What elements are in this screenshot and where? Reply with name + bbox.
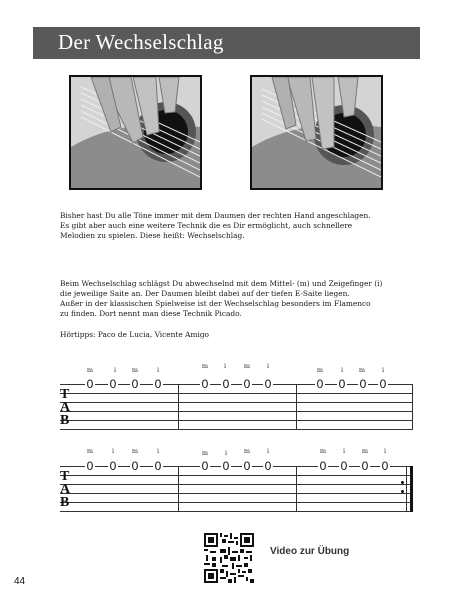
listening-tip: Hörtipps: Paco de Lucia, Vicente Amigo xyxy=(60,330,209,339)
tab-note: 0 xyxy=(131,377,139,391)
end-bar-thick xyxy=(410,466,413,512)
tab-note: 0 xyxy=(243,377,251,391)
finger-label: m xyxy=(358,366,366,374)
bar-line xyxy=(412,384,413,430)
text-line: Es gibt aber auch eine weitere Technik die es Dir ermöglicht, auch schnellere xyxy=(60,221,353,230)
title-banner xyxy=(33,27,420,59)
end-bar-thin xyxy=(406,466,407,512)
page-number: 44 xyxy=(14,576,26,587)
intro-paragraph xyxy=(60,211,371,241)
finger-label: m xyxy=(361,447,369,455)
finger-label: m xyxy=(86,447,94,455)
text-line: Melodien zu spielen. Diese heißt: Wechselschlag. xyxy=(60,231,245,240)
video-label[interactable]: Video zur Übung xyxy=(270,546,350,557)
finger-label: i xyxy=(113,366,117,374)
finger-label: i xyxy=(111,447,115,455)
finger-label: i xyxy=(381,366,385,374)
bar-line xyxy=(178,384,179,430)
finger-label: i xyxy=(266,447,270,455)
tab-letter: T xyxy=(60,469,70,484)
bar-line xyxy=(296,384,297,430)
string-line xyxy=(60,484,413,485)
string-line xyxy=(60,493,413,494)
string-line xyxy=(60,429,413,430)
tab-note: 0 xyxy=(361,459,369,473)
tab-note: 0 xyxy=(201,459,209,473)
finger-label: i xyxy=(340,366,344,374)
tab-letter: A xyxy=(60,400,71,415)
text-line: zu finden. Dort nennt man diese Technik Picado. xyxy=(60,309,242,318)
tab-note: 0 xyxy=(243,459,251,473)
qr-code-icon[interactable] xyxy=(204,533,254,583)
tab-note: 0 xyxy=(109,377,117,391)
tab-letter: B xyxy=(60,413,70,428)
string-line xyxy=(60,502,413,503)
photo-hand-right xyxy=(250,75,383,190)
string-line xyxy=(60,411,413,412)
tab-letter: B xyxy=(60,495,70,510)
bar-line xyxy=(178,466,179,512)
tab-note: 0 xyxy=(201,377,209,391)
tab-note: 0 xyxy=(381,459,389,473)
finger-label: m xyxy=(319,447,327,455)
finger-label: i xyxy=(224,449,228,457)
string-line xyxy=(60,475,413,476)
text-line: Beim Wechselschlag schlägst Du abwechselnd mit dem Mittel- (m) und Zeigefinger (i) xyxy=(60,279,383,288)
tab-note: 0 xyxy=(154,459,162,473)
finger-label: m xyxy=(243,362,251,370)
tab-note: 0 xyxy=(109,459,117,473)
tab-note: 0 xyxy=(338,377,346,391)
finger-label: i xyxy=(342,447,346,455)
tab-note: 0 xyxy=(131,459,139,473)
string-line xyxy=(60,511,413,512)
bar-line xyxy=(296,466,297,512)
finger-label: i xyxy=(156,366,160,374)
text-line: Bisher hast Du alle Töne immer mit dem Daumen der rechten Hand angeschlagen. xyxy=(60,211,371,220)
string-line xyxy=(60,402,413,403)
tab-note: 0 xyxy=(222,459,230,473)
photo-hand-left xyxy=(69,75,202,190)
finger-label: m xyxy=(316,366,324,374)
finger-label: i xyxy=(223,362,227,370)
tab-note: 0 xyxy=(264,459,272,473)
body-paragraph xyxy=(60,279,382,319)
page-title: Der Wechselschlag xyxy=(58,30,224,54)
finger-label: m xyxy=(201,449,209,457)
finger-label: m xyxy=(243,447,251,455)
string-line xyxy=(60,393,413,394)
tab-note: 0 xyxy=(154,377,162,391)
tab-note: 0 xyxy=(86,459,94,473)
tab-staff-1 xyxy=(60,360,413,435)
finger-label: m xyxy=(131,447,139,455)
repeat-dot xyxy=(401,481,404,484)
tab-note: 0 xyxy=(319,459,327,473)
tab-letter: A xyxy=(60,482,71,497)
finger-label: m xyxy=(201,362,209,370)
tab-note: 0 xyxy=(379,377,387,391)
repeat-dot xyxy=(401,490,404,493)
finger-label: i xyxy=(266,362,270,370)
tab-staff-2 xyxy=(60,442,413,517)
string-line xyxy=(60,420,413,421)
tab-note: 0 xyxy=(340,459,348,473)
finger-label: m xyxy=(86,366,94,374)
tab-note: 0 xyxy=(316,377,324,391)
finger-label: i xyxy=(156,447,160,455)
tab-note: 0 xyxy=(222,377,230,391)
tab-note: 0 xyxy=(359,377,367,391)
finger-label: i xyxy=(383,447,387,455)
tab-note: 0 xyxy=(264,377,272,391)
text-line: Außer in der klassischen Spielweise ist der Wechselschlag besonders im Flamenco xyxy=(60,299,371,308)
tab-letter: T xyxy=(60,387,70,402)
text-line: die jeweilige Saite an. Der Daumen bleibt dabei auf der tiefen E-Saite liegen. xyxy=(60,289,350,298)
finger-label: m xyxy=(131,366,139,374)
tab-note: 0 xyxy=(86,377,94,391)
